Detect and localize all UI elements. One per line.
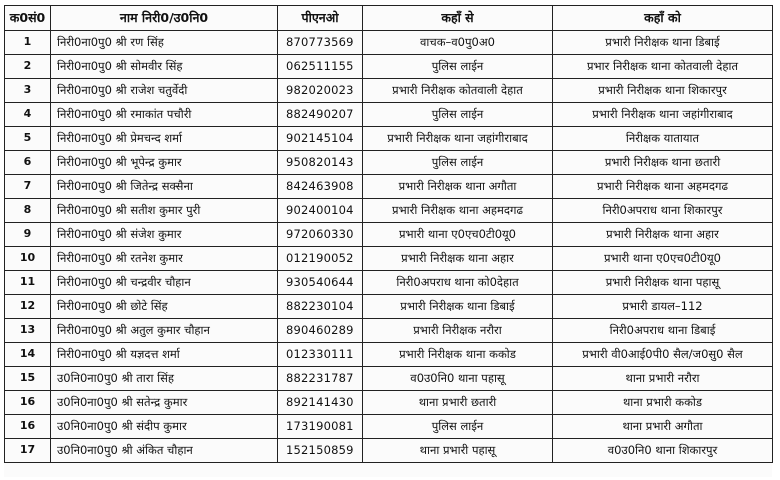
cell-to: प्रभारी निरीक्षक थाना डिबाई	[553, 31, 773, 55]
table-row	[5, 31, 773, 55]
cell-officer-name: निरी0ना0पु0 श्री सतीश कुमार पुरी	[51, 199, 278, 223]
cell-from: निरी0अपराध थाना को0देहात	[363, 271, 553, 295]
cell-from: वाचक–व0पु0अ0	[363, 31, 553, 55]
table-row	[5, 55, 773, 79]
header-name: नाम निरी0/उ0नि0	[51, 6, 278, 31]
cell-from: थाना प्रभारी छतारी	[363, 391, 553, 415]
cell-to: प्रभार निरीक्षक थाना कोतवाली देहात	[553, 55, 773, 79]
cell-from: प्रभारी निरीक्षक थाना अगौता	[363, 175, 553, 199]
cell-officer-name: निरी0ना0पु0 श्री चन्द्रवीर चौहान	[51, 271, 278, 295]
cell-officer-name: निरी0ना0पु0 श्री अतुल कुमार चौहान	[51, 319, 278, 343]
table-row	[5, 79, 773, 103]
cell-serial-number: 13	[5, 319, 51, 343]
cell-from: प्रभारी निरीक्षक थाना डिबाई	[363, 295, 553, 319]
cell-officer-name: निरी0ना0पु0 श्री रण सिंह	[51, 31, 278, 55]
cell-serial-number: 15	[5, 367, 51, 391]
cell-from: प्रभारी निरीक्षक थाना जहांगीराबाद	[363, 127, 553, 151]
table-row	[5, 223, 773, 247]
cell-from: प्रभारी निरीक्षक थाना अहमदगढ	[363, 199, 553, 223]
cell-pno: 882490207	[278, 103, 363, 127]
cell-to: प्रभारी निरीक्षक थाना जहांगीराबाद	[553, 103, 773, 127]
cell-serial-number: 4	[5, 103, 51, 127]
header-row	[5, 6, 773, 31]
cell-serial-number: 17	[5, 439, 51, 463]
cell-serial-number: 1	[5, 31, 51, 55]
cell-to: प्रभारी निरीक्षक थाना अहमदगढ	[553, 175, 773, 199]
header-to: कहाँ को	[553, 6, 773, 31]
cell-pno: 882230104	[278, 295, 363, 319]
cell-pno: 930540644	[278, 271, 363, 295]
table-row	[5, 271, 773, 295]
cell-pno: 902145104	[278, 127, 363, 151]
cell-to: निरीक्षक यातायात	[553, 127, 773, 151]
cell-officer-name: निरी0ना0पु0 श्री जितेन्द्र सक्सैना	[51, 175, 278, 199]
cell-pno: 882231787	[278, 367, 363, 391]
cell-pno: 842463908	[278, 175, 363, 199]
cell-from: पुलिस लाईन	[363, 55, 553, 79]
cell-serial-number: 14	[5, 343, 51, 367]
cell-from: थाना प्रभारी पहासू	[363, 439, 553, 463]
table-body	[5, 31, 773, 463]
cell-serial-number: 8	[5, 199, 51, 223]
cell-pno: 173190081	[278, 415, 363, 439]
cell-officer-name: निरी0ना0पु0 श्री छोटे सिंह	[51, 295, 278, 319]
document-sheet	[4, 5, 772, 477]
cell-from: प्रभारी निरीक्षक थाना ककोड	[363, 343, 553, 367]
cell-to: निरी0अपराध थाना डिबाई	[553, 319, 773, 343]
header-pno: पीएनओ	[278, 6, 363, 31]
cell-pno: 012330111	[278, 343, 363, 367]
table-row	[5, 151, 773, 175]
cell-serial-number: 16	[5, 391, 51, 415]
cell-from: प्रभारी निरीक्षक थाना अहार	[363, 247, 553, 271]
table-row	[5, 127, 773, 151]
cell-officer-name: उ0नि0ना0पु0 श्री तारा सिंह	[51, 367, 278, 391]
cell-serial-number: 9	[5, 223, 51, 247]
cell-serial-number: 12	[5, 295, 51, 319]
cell-officer-name: निरी0ना0पु0 श्री प्रेमचन्द शर्मा	[51, 127, 278, 151]
cell-to: प्रभारी डायल–112	[553, 295, 773, 319]
cell-pno: 870773569	[278, 31, 363, 55]
cell-officer-name: निरी0ना0पु0 श्री सोमवीर सिंह	[51, 55, 278, 79]
cell-from: व0उ0नि0 थाना पहासू	[363, 367, 553, 391]
cell-serial-number: 2	[5, 55, 51, 79]
table-row	[5, 199, 773, 223]
cell-from: पुलिस लाईन	[363, 415, 553, 439]
cell-pno: 152150859	[278, 439, 363, 463]
cell-officer-name: निरी0ना0पु0 श्री संजेश कुमार	[51, 223, 278, 247]
cell-pno: 012190052	[278, 247, 363, 271]
table-row	[5, 439, 773, 463]
cell-to: प्रभारी थाना ए0एच0टी0यू0	[553, 247, 773, 271]
cell-from: पुलिस लाईन	[363, 103, 553, 127]
cell-to: व0उ0नि0 थाना शिकारपुर	[553, 439, 773, 463]
cell-pno: 892141430	[278, 391, 363, 415]
cell-pno: 982020023	[278, 79, 363, 103]
cell-officer-name: उ0नि0ना0पु0 श्री संदीप कुमार	[51, 415, 278, 439]
cell-officer-name: निरी0ना0पु0 श्री रतनेश कुमार	[51, 247, 278, 271]
cell-officer-name: उ0नि0ना0पु0 श्री अंकित चौहान	[51, 439, 278, 463]
cell-to: प्रभारी निरीक्षक थाना अहार	[553, 223, 773, 247]
table-row	[5, 391, 773, 415]
cell-to: थाना प्रभारी नरौरा	[553, 367, 773, 391]
cell-serial-number: 11	[5, 271, 51, 295]
cell-to: थाना प्रभारी अगौता	[553, 415, 773, 439]
table-row	[5, 319, 773, 343]
cell-serial-number: 7	[5, 175, 51, 199]
cell-pno: 890460289	[278, 319, 363, 343]
cell-to: प्रभारी निरीक्षक थाना छतारी	[553, 151, 773, 175]
table-row	[5, 103, 773, 127]
table-row	[5, 295, 773, 319]
cell-officer-name: उ0नि0ना0पु0 श्री सतेन्द्र कुमार	[51, 391, 278, 415]
transfer-table	[4, 5, 773, 463]
cell-to: निरी0अपराध थाना शिकारपुर	[553, 199, 773, 223]
cell-serial-number: 16	[5, 415, 51, 439]
cell-serial-number: 5	[5, 127, 51, 151]
table-row	[5, 247, 773, 271]
header-serial-number: क0सं0	[5, 6, 51, 31]
cell-from: पुलिस लाईन	[363, 151, 553, 175]
cell-pno: 950820143	[278, 151, 363, 175]
cell-to: प्रभारी वी0आई0पी0 सैल/ज0सु0 सैल	[553, 343, 773, 367]
table-row	[5, 415, 773, 439]
cell-officer-name: निरी0ना0पु0 श्री भूपेन्द्र कुमार	[51, 151, 278, 175]
cell-pno: 902400104	[278, 199, 363, 223]
table-row	[5, 175, 773, 199]
cell-serial-number: 3	[5, 79, 51, 103]
cell-to: प्रभारी निरीक्षक थाना पहासू	[553, 271, 773, 295]
cell-to: प्रभारी निरीक्षक थाना शिकारपुर	[553, 79, 773, 103]
cell-serial-number: 10	[5, 247, 51, 271]
cell-serial-number: 6	[5, 151, 51, 175]
cell-pno: 062511155	[278, 55, 363, 79]
cell-pno: 972060330	[278, 223, 363, 247]
cell-officer-name: निरी0ना0पु0 श्री रमाकांत पचौरी	[51, 103, 278, 127]
header-from: कहाँ से	[363, 6, 553, 31]
table-row	[5, 367, 773, 391]
cell-to: थाना प्रभारी ककोड	[553, 391, 773, 415]
cell-officer-name: निरी0ना0पु0 श्री यज्ञदत्त शर्मा	[51, 343, 278, 367]
cell-from: प्रभारी निरीक्षक कोतवाली देहात	[363, 79, 553, 103]
cell-from: प्रभारी निरीक्षक नरौरा	[363, 319, 553, 343]
cell-from: प्रभारी थाना ए0एच0टी0यू0	[363, 223, 553, 247]
table-row	[5, 343, 773, 367]
cell-officer-name: निरी0ना0पु0 श्री राजेश चतुर्वेदी	[51, 79, 278, 103]
